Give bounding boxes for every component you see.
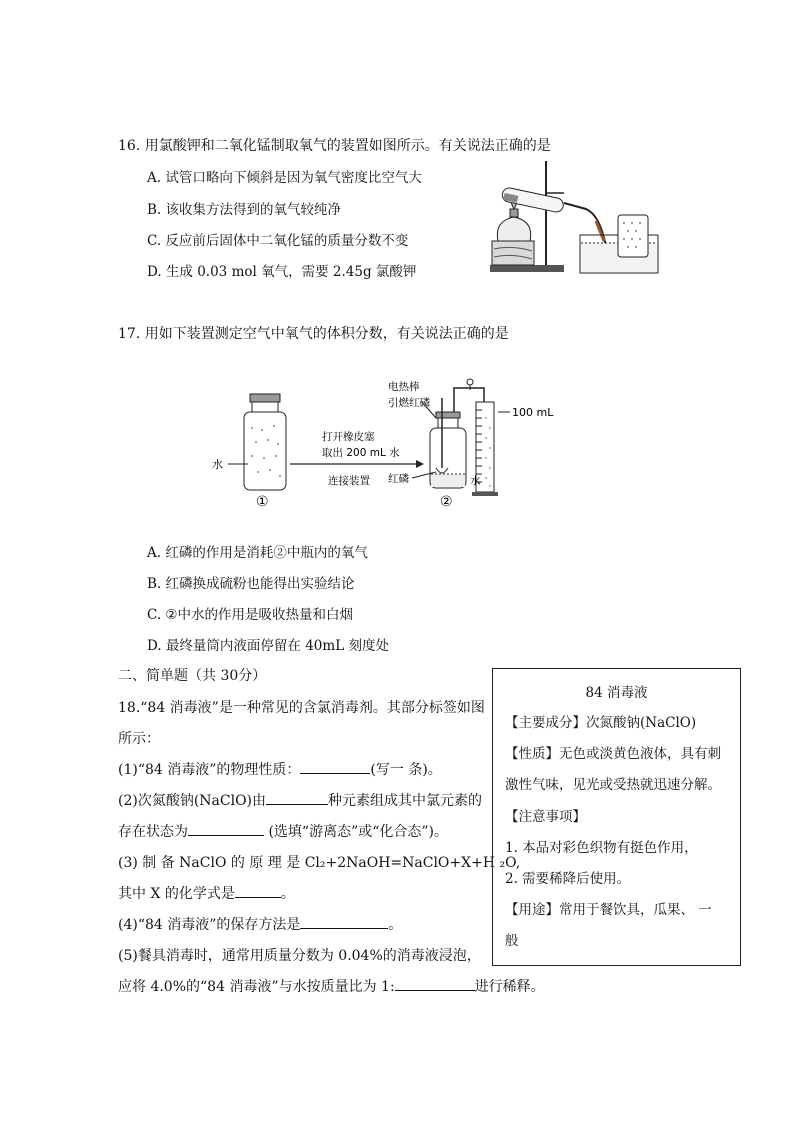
product-label-box [492,668,741,966]
q18-part5-cont [118,976,545,996]
q18-part3-tail: 。 [280,886,295,902]
label-line-2: 【性质】无色或淡黄色液体，具有刺 [505,746,721,762]
arrow-text-3: 连接装置 [328,475,370,487]
q18-part5-tail: 进行稀释。 [474,979,545,995]
q18-part2 [118,790,482,810]
label-line-6: 2. 需要稀降后使用。 [505,871,631,887]
q18-part1-text: (1)“84 消毒液”的物理性质： [118,762,301,778]
air-oxygen-apparatus-figure [208,368,568,518]
q18-part3-blank[interactable] [235,883,281,898]
q18-stem-line2: 所示： [118,731,160,747]
q17-option-c: C. ②中水的作用是吸收热量和白烟 [147,607,354,623]
q18-part1-blank[interactable] [300,759,370,774]
water-label-2: 水 [470,475,481,487]
q18-part4-blank[interactable] [300,914,388,929]
label-line-1: 【主要成分】次氮酸钠(NaClO) [505,715,697,731]
q18-part3: (3) 制 备 NaClO 的 原 理 是 Cl₂+2NaOH=NaClO+X+H ₂O, [118,855,521,871]
q17-option-a: A. 红磷的作用是消耗②中瓶内的氧气 [147,545,368,561]
q16-option-b: B. 该收集方法得到的氧气较纯净 [147,202,342,218]
q18-part4-tail: 。 [388,917,403,933]
arrow-text-2: 取出 200 mL 水 [322,447,400,459]
q18-stem-line1: 18.“84 消毒液”是一种常见的含氯消毒剂。其部分标签如图 [118,700,485,716]
q16-option-c: C. 反应前后固体中二氧化锰的质量分数不变 [147,233,409,249]
label-line-3: 激性气味，见光或受热就迅速分解。 [505,777,721,793]
q18-part4-text: (4)“84 消毒液”的保存方法是 [118,917,301,933]
rod-label-2: 引燃红磷 [388,397,430,409]
q18-part2-text: (2)次氮酸钠(NaClO)由 [118,793,267,809]
q18-part2-tail: 种元素组成其中氯元素的 [328,793,483,809]
q16-option-a: A. 试管口略向下倾斜是因为氧气密度比空气大 [147,170,422,186]
q18-part1-tail: (写一 条)。 [370,762,442,778]
q18-part2-tail2: (选填“游离态”或“化合态”)。 [264,824,449,840]
oxygen-apparatus-figure [484,157,664,279]
q16-stem: 16. 用氯酸钾和二氧化锰制取氧气的装置如图所示。有关说法正确的是 [118,138,551,154]
bottle-1-label: ① [256,494,269,510]
label-line-8: 般 [505,933,519,949]
q18-part5-blank[interactable] [395,976,475,991]
rod-label-1: 电热棒 [388,381,420,393]
section-heading: 二、简单题（共 30分） [118,668,267,684]
phosphorus-label: 红磷 [388,473,409,485]
q18-part2-blank2[interactable] [188,821,264,836]
q17-option-d: D. 最终量筒内液面停留在 40mL 刻度处 [147,638,389,654]
q16-option-d: D. 生成 0.03 mol 氧气，需要 2.45g 氯酸钾 [147,264,417,280]
label-line-4: 【注意事项】 [505,809,586,825]
q18-part3-cont [118,883,295,903]
q18-part4 [118,914,402,934]
cylinder-volume-label: 100 mL [512,406,554,419]
q18-part5-text: 应将 4.0%的“84 消毒液”与水按质量比为 1: [118,979,395,995]
water-label-1: 水 [212,458,223,471]
q17-stem: 17. 用如下装置测定空气中氧气的体积分数，有关说法正确的是 [118,326,509,342]
label-line-7: 【用途】常用于餐饮具，瓜果、 一 [505,902,712,918]
bottle-2-label: ② [440,494,453,510]
q18-part2-cont [118,821,448,841]
q18-part3-text: 其中 X 的化学式是 [118,886,235,902]
q18-part1 [118,759,442,779]
q18-part5: (5)餐具消毒时，通常用质量分数为 0.04%的消毒液浸泡， [118,948,481,964]
q18-part2-text2: 存在状态为 [118,824,188,840]
q18-part2-blank1[interactable] [266,790,328,805]
q17-option-b: B. 红磷换成硫粉也能得出实验结论 [147,576,355,592]
arrow-text-1: 打开橡皮塞 [322,431,375,443]
label-line-5: 1. 本品对彩色织物有挺色作用， [505,840,698,856]
label-title: 84 消毒液 [585,685,648,701]
